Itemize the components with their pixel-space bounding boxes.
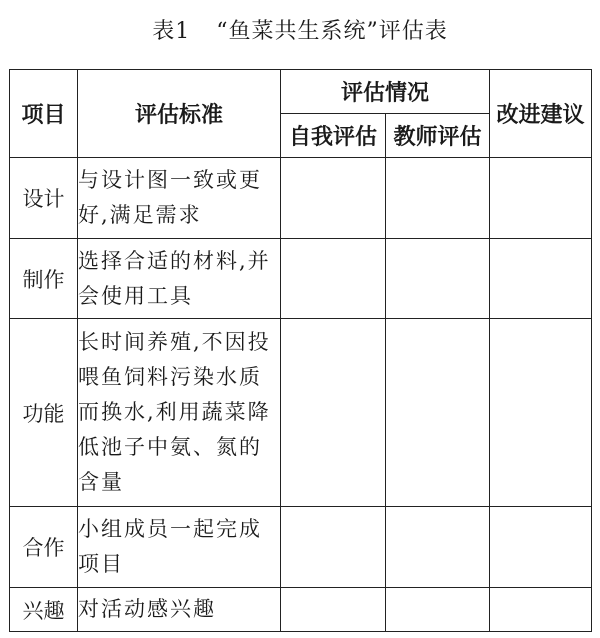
suggestion-cell (490, 239, 592, 319)
teacher-assessment-cell (386, 588, 490, 632)
row-item: 功能 (10, 319, 78, 507)
header-criteria: 评估标准 (78, 70, 281, 158)
self-assessment-cell (281, 319, 386, 507)
row-criteria: 与设计图一致或更好,满足需求 (78, 158, 281, 239)
table-row (10, 158, 592, 239)
table-row (10, 588, 592, 632)
row-criteria: 对活动感兴趣 (78, 588, 281, 632)
header-suggestion: 改进建议 (490, 70, 592, 158)
table-row (10, 507, 592, 588)
self-assessment-cell (281, 588, 386, 632)
header-teacher-assessment: 教师评估 (386, 114, 490, 158)
suggestion-cell (490, 319, 592, 507)
header-item: 项目 (10, 70, 78, 158)
header-self-assessment: 自我评估 (281, 114, 386, 158)
header-row-top (10, 70, 592, 114)
teacher-assessment-cell (386, 158, 490, 239)
evaluation-table (9, 69, 592, 632)
suggestion-cell (490, 507, 592, 588)
table-number: 表1 (152, 19, 191, 44)
suggestion-cell (490, 588, 592, 632)
row-item: 合作 (10, 507, 78, 588)
table-row (10, 239, 592, 319)
self-assessment-cell (281, 239, 386, 319)
row-item: 兴趣 (10, 588, 78, 632)
teacher-assessment-cell (386, 239, 490, 319)
table-caption (0, 14, 600, 45)
row-item: 设计 (10, 158, 78, 239)
teacher-assessment-cell (386, 319, 490, 507)
self-assessment-cell (281, 158, 386, 239)
table-row (10, 319, 592, 507)
row-criteria: 选择合适的材料,并会使用工具 (78, 239, 281, 319)
row-item: 制作 (10, 239, 78, 319)
teacher-assessment-cell (386, 507, 490, 588)
header-assessment: 评估情况 (281, 70, 490, 114)
row-criteria: 长时间养殖,不因投喂鱼饲料污染水质而换水,利用蔬菜降低池子中氨、氮的含量 (78, 319, 281, 507)
suggestion-cell (490, 158, 592, 239)
table-title: “鱼菜共生系统”评估表 (216, 19, 448, 44)
self-assessment-cell (281, 507, 386, 588)
row-criteria: 小组成员一起完成项目 (78, 507, 281, 588)
